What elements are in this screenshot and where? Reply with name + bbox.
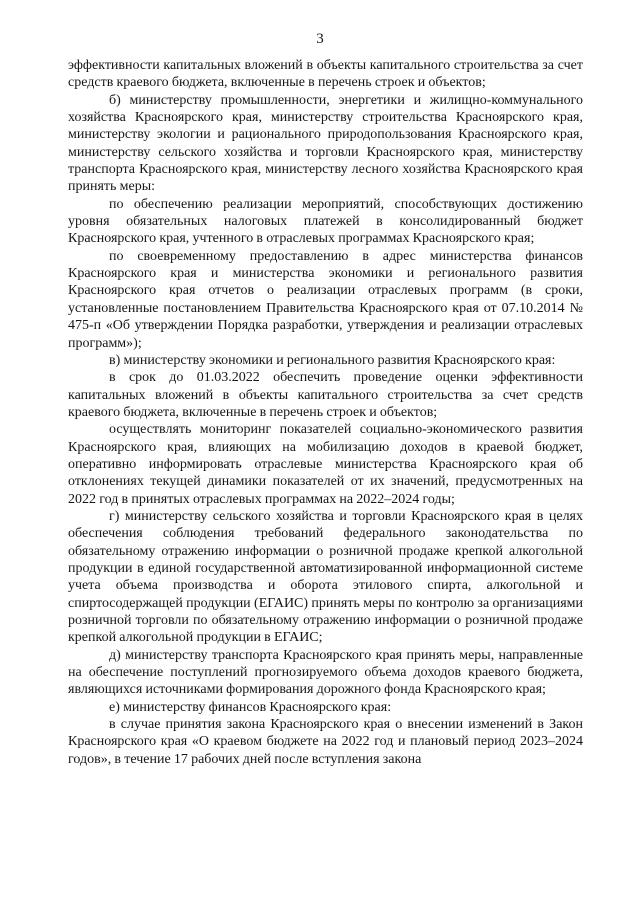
paragraph-budget-law-amendments: в случае принятия закона Красноярского края о внесении изменений в Закон Красноярского края «О краевом бюджете на 2022 год и плановый период 2023–2024 годов», в течение 17 рабочих дней после вступления закона — [68, 717, 583, 767]
page-number: 3 — [316, 31, 324, 47]
paragraph-item-b-ministries: б) министерству промышленности, энергетики и жилищно-коммунального хозяйства Красноярского края, министерству строительства Красноярского края, министерству экологии и рационального природопользования Красноярского края, министерству сельского хозяйства и торговли Красноярского края, министерству транспорта Красноярского края, министерству лесного хозяйства Красноярского края принять меры: — [68, 92, 583, 195]
paragraph-item-v-economy-ministry: в) министерству экономики и регионального развития Красноярского края: — [109, 352, 556, 368]
paragraph-measures-reports: по своевременному предоставлению в адрес министерства финансов Красноярского края и министерства экономики и регионального развития Красноярского края отчетов о реализации отраслевых программ (в сроки, установленные постановлением Правительства Красноярского края от 07.10.2014 № 475-п «Об утверждении Порядка разработки, утверждения и реализации отраслевых программ»); — [68, 248, 583, 351]
paragraph-monitoring: осуществлять мониторинг показателей социально-экономического развития Красноярского края, влияющих на мобилизацию доходов в краевой бюджет, оперативно информировать отраслевые министерства Красноярского края об отклонениях текущей динамики показателей от их значений, предусмотренных на 2022 год в принятых отраслевых программах на 2022–2024 годы; — [68, 422, 583, 507]
paragraph-budget-efficiency-continuation: эффективности капитальных вложений в объекты капитального строительства за счет средств краевого бюджета, включенные в перечень строек и объектов; — [68, 58, 583, 91]
paragraph-item-g-agriculture-ministry: г) министерству сельского хозяйства и торговли Красноярского края в целях обеспечения соблюдения требований федерального законодательства по обязательному отражению информации о розничной продаже крепкой алкогольной продукции в единой государственной автоматизированной информационной системе учета объема производства и оборота этилового спирта, алкогольной и спиртосодержащей продукции (ЕГАИС) принять меры по контролю за организациями розничной торговли по обязательному отражению информации о розничной продаже крепкой алкогольной продукции в ЕГАИС; — [68, 508, 583, 646]
paragraph-item-d-transport-ministry: д) министерству транспорта Красноярского края принять меры, направленные на обеспечение поступлений прогнозируемого объема доходов краевого бюджета, являющихся источниками формирования дорожного фонда Красноярского края; — [68, 647, 583, 698]
paragraph-measures-tax-payments: по обеспечению реализации мероприятий, способствующих достижению уровня обязательных налоговых платежей в консолидированный бюджет Красноярского края, учтенного в отраслевых программах Красноярского края; — [68, 196, 583, 247]
document-body — [68, 57, 583, 768]
paragraph-item-e-finance-ministry: е) министерству финансов Красноярского края: — [109, 699, 392, 715]
paragraph-efficiency-assessment: в срок до 01.03.2022 обеспечить проведение оценки эффективности капитальных вложений в объекты капитального строительства за счет средств краевого бюджета, включенные в перечень строек и объектов; — [68, 370, 583, 420]
